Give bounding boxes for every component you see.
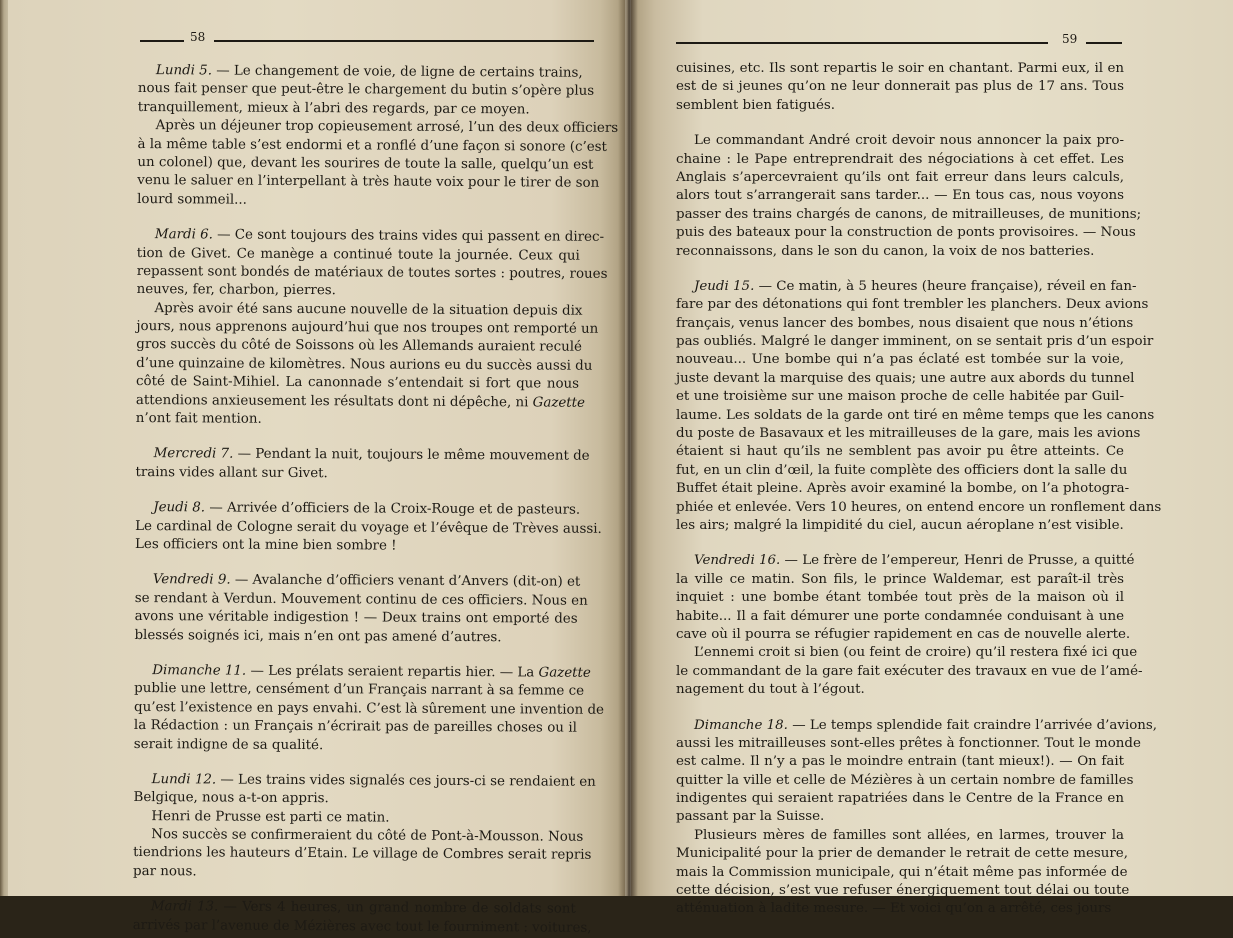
- line-text: reconnaissons, dans le son du canon, la voix de nos batteries.: [676, 243, 1095, 259]
- text-line: [676, 845, 1128, 863]
- line-text: quitter la ville et celle de Mézières à un certain nombre de familles: [676, 772, 1134, 788]
- paragraph: [676, 278, 1162, 535]
- text-line: [676, 151, 1124, 169]
- line-text: — Ce sont toujours des trains vides qui passent en direc-: [212, 227, 605, 245]
- line-text: habite... Il a fait démurer une porte condamnée conduisant à une: [676, 608, 1124, 624]
- line-text: Le cardinal de Cologne serait du voyage et l’évêque de Trèves aussi.: [135, 518, 602, 537]
- line-text: cuisines, etc. Ils sont repartis le soir en chantant. Parmi eux, il en: [676, 61, 1124, 76]
- text-line: [676, 753, 1124, 771]
- text-line: [137, 80, 595, 101]
- line-text: tiendrions les hauteurs d’Etain. Le village de Combres serait repris: [133, 845, 592, 864]
- line-text: pas oubliés. Malgré le danger imminent, on se sentait pris d’un espoir: [676, 334, 1154, 350]
- line-text: — Pendant la nuit, toujours le même mouvement de: [233, 447, 590, 465]
- line-text: à la même table s’est endormi et a ronflé d’une façon si sonore (c’est: [137, 136, 608, 155]
- header-rule: [140, 40, 184, 42]
- line-text: — Avalanche d’officiers venant d’Anvers (dit-on) et: [230, 572, 581, 591]
- text-line: [676, 772, 1134, 790]
- line-text: cave où il pourra se réfugier rapidement en cas de nouvelle alerte.: [676, 626, 1131, 642]
- line-text: le commandant de la gare fait exécuter des travaux en vue de l’amé-: [676, 663, 1143, 679]
- line-text: la Rédaction : un Français n’écrirait pas de pareilles choses ou il: [133, 718, 577, 736]
- line-text: se rendant à Verdun. Mouvement continu de ces officiers. Nous en: [134, 590, 588, 609]
- line-text: et une troisième sur une maison proche de celle habitée par Guil-: [676, 389, 1124, 405]
- text-line: [676, 388, 1124, 406]
- line-text: aussi les mitrailleuses sont-elles prêtes à fonctionner. Tout le monde: [676, 735, 1141, 751]
- text-line: [676, 206, 1142, 224]
- text-line: [132, 917, 592, 938]
- line-text: Belgique, nous a-t-on appris.: [133, 790, 329, 807]
- line-text: lourd sommeil...: [137, 191, 248, 208]
- paragraph: [137, 62, 595, 120]
- text-line: [137, 191, 580, 212]
- text-line: [676, 663, 1143, 681]
- line-text: un colonel) que, devant les sourires de toute la salle, quelqu’un est: [137, 154, 594, 173]
- date-heading: Lundi 5.: [155, 63, 213, 79]
- line-text: est calme. Il n’y a pas le moindre entrain (tant mieux!). — On fait: [676, 754, 1124, 770]
- paragraph: [676, 644, 1143, 699]
- text-line: [137, 226, 605, 247]
- line-text: Plusieurs mères de familles sont allées, en larmes, trouver la: [694, 827, 1124, 843]
- text-line: [676, 351, 1124, 369]
- date-heading: Mercredi 7.: [153, 446, 234, 463]
- paragraph-gap: [676, 700, 1124, 717]
- right-page-header: [631, 30, 1233, 50]
- text-line: [137, 172, 600, 193]
- line-text: — Le temps splendide fait craindre l’arrivée d’avions,: [787, 717, 1158, 733]
- text-line: [676, 97, 1124, 115]
- date-heading: Vendredi 9.: [152, 572, 231, 588]
- text-line: [134, 717, 577, 738]
- paragraph: [133, 826, 592, 884]
- text-line: [133, 898, 576, 919]
- paragraph: [137, 117, 619, 212]
- left-page: [8, 0, 625, 936]
- text-line: [676, 60, 1124, 78]
- line-text: gros succès du côté de Soissons où les Allemands auraient reculé: [136, 337, 582, 356]
- text-line: [676, 571, 1124, 589]
- line-text: semblent bien fatigués.: [676, 97, 836, 113]
- text-line: [676, 499, 1162, 517]
- line-text: français, venus lancer des bombes, nous disaient que nous n’étions: [676, 315, 1134, 331]
- line-text: Municipalité pour la prier de demander le retrait de cette mesure,: [676, 846, 1128, 862]
- text-line: [134, 627, 577, 648]
- right-page-text: [676, 60, 1162, 919]
- text-line: [676, 243, 1124, 261]
- paragraph: [132, 898, 592, 937]
- text-line: [135, 536, 578, 557]
- text-line: [676, 589, 1124, 607]
- text-line: [676, 224, 1136, 242]
- line-text: nagement du tout à l’égout.: [676, 682, 865, 698]
- text-line: [676, 626, 1131, 644]
- line-text: Les officiers ont la mine bien sombre !: [135, 536, 397, 554]
- date-heading: Mardi 13.: [150, 899, 219, 915]
- line-text: la ville ce matin. Son fils, le prince Waldemar, est paraît-il très: [676, 571, 1124, 587]
- line-text: chaine : le Pape entreprendrait des négociations à cet effet. Les: [676, 151, 1124, 167]
- line-text: fare par des détonations qui font trembler les planchers. Deux avions: [676, 297, 1149, 313]
- line-text: — Vers 4 heures, un grand nombre de soldats sont: [218, 899, 576, 917]
- line-text: du poste de Basavaux et les mitrailleuses de la gare, mais les avions: [676, 426, 1141, 442]
- book-gutter: [618, 0, 638, 896]
- line-text: — Arrivée d’officiers de la Croix-Rouge et de pasteurs.: [205, 500, 581, 518]
- right-page: [631, 0, 1233, 917]
- line-text: phiée et enlevée. Vers 10 heures, on entend encore un ronflement dans: [676, 499, 1162, 515]
- date-heading: Lundi 12.: [151, 771, 217, 788]
- line-text: publie une lettre, censément d’un Français narrant à sa femme ce: [134, 681, 585, 700]
- line-text: — Les prélats seraient repartis hier. — La: [246, 663, 539, 681]
- paragraph-gap: [676, 115, 1124, 132]
- left-page-text: [132, 62, 619, 938]
- text-line: [133, 789, 576, 810]
- line-text: par nous.: [133, 863, 197, 880]
- text-line: [676, 370, 1135, 388]
- text-line: [676, 278, 1137, 296]
- line-text: Anglais s’apercevraient qu’ils ont fait erreur dans leurs calculs,: [676, 169, 1124, 185]
- text-line: [676, 735, 1141, 753]
- text-line: [676, 552, 1135, 570]
- line-text: trains vides allant sur Givet.: [135, 464, 328, 481]
- text-line: [676, 296, 1149, 314]
- text-line: [676, 315, 1134, 333]
- page-number: 58: [190, 30, 206, 44]
- date-heading: Jeudi 8.: [153, 500, 206, 516]
- date-heading: Dimanche 11.: [152, 663, 247, 679]
- text-line: [676, 681, 1124, 699]
- line-text: arrivés par l’avenue de Mézières avec tout le fourniment : voitures,: [132, 917, 592, 936]
- text-line: [676, 187, 1124, 205]
- line-text: attendions anxieusement les résultats dont ni dépêche, ni: [135, 392, 533, 411]
- header-rule: [1086, 42, 1122, 44]
- text-line: [133, 844, 592, 865]
- line-text: étaient si haut qu’ils ne semblent pas avoir pu être atteints. Ce: [676, 444, 1124, 460]
- line-text: L’ennemi croit si bien (ou feint de croire) qu’il restera fixé ici que: [694, 645, 1138, 661]
- line-text: alors tout s’arrangerait sans tarder... — En tous cas, nous voyons: [676, 188, 1124, 204]
- line-text: neuves, fer, charbon, pierres.: [136, 282, 336, 299]
- paragraph: [676, 60, 1124, 115]
- text-line: [676, 517, 1124, 535]
- line-text: repassent sont bondés de matériaux de toutes sortes : poutres, roues: [136, 263, 608, 282]
- text-line: [676, 808, 1124, 826]
- text-line: [135, 499, 581, 520]
- paragraph: [135, 300, 599, 431]
- text-line: [676, 790, 1124, 808]
- line-text: indigentes qui seraient rapatriées dans le Centre de la France en: [676, 791, 1124, 807]
- line-text: serait indigne de sa qualité.: [133, 736, 324, 753]
- text-line: [135, 571, 581, 592]
- line-text: passant par la Suisse.: [676, 809, 825, 825]
- line-text: — Ce matin, à 5 heures (heure française), réveil en fan-: [754, 278, 1137, 294]
- text-line: [136, 373, 579, 394]
- line-text: laume. Les soldats de la garde ont tiré en même temps que les canons: [676, 407, 1155, 423]
- date-heading: Vendredi 16.: [694, 553, 781, 569]
- text-line: [134, 735, 577, 756]
- line-text: est de si jeunes qu’on ne leur donnerait pas plus de 17 ans. Tous: [676, 79, 1124, 95]
- line-text: puis des bateaux pour la construction de ponts provisoires. — Nous: [676, 225, 1136, 241]
- line-text: blessés soignés ici, mais n’en ont pas amené d’autres.: [134, 627, 502, 645]
- paragraph: [133, 771, 596, 810]
- line-text: atténuation à ladite mesure. — Et voici qu’on a arrêté, ces jours: [676, 901, 1112, 917]
- paragraph: [676, 552, 1135, 644]
- text-line: [676, 644, 1138, 662]
- paragraph: [676, 717, 1158, 827]
- text-line: [676, 443, 1124, 461]
- line-text: Buffet était pleine. Après avoir examiné la bombe, on l’a photogra-: [676, 481, 1130, 497]
- line-text: venu le saluer en l’interpellant à très haute voix pour le tirer de son: [137, 173, 600, 192]
- text-line: [676, 608, 1124, 626]
- line-text: Après un déjeuner trop copieusement arrosé, l’un des deux officiers: [155, 118, 619, 137]
- line-text: mais la Commission municipale, qui n’était même pas informée de: [676, 864, 1128, 880]
- text-line: [676, 827, 1124, 845]
- line-text: — Le frère de l’empereur, Henri de Prusse, a quitté: [780, 553, 1135, 569]
- text-line: [676, 480, 1130, 498]
- line-text: fut, en un clin d’œil, la fuite complète des officiers dont la salle du: [676, 462, 1128, 478]
- header-rule: [676, 42, 1048, 44]
- text-line: [676, 864, 1128, 882]
- line-text: n’ont fait mention.: [135, 411, 262, 427]
- text-line: [676, 882, 1130, 900]
- paragraph: [676, 132, 1142, 261]
- line-text: Henri de Prusse est parti ce matin.: [151, 808, 390, 826]
- paragraph: [133, 662, 605, 757]
- text-line: [138, 117, 619, 138]
- left-page-header: [8, 30, 625, 50]
- line-text: juste devant la marquise des quais; une autre aux abords du tunnel: [676, 370, 1135, 386]
- paragraph: [134, 571, 588, 647]
- header-rule: [214, 40, 594, 42]
- text-line: [136, 410, 579, 431]
- line-text: tion de Givet. Ce manège a continué toute la journée. Ceux qui: [136, 245, 580, 264]
- text-line: [137, 281, 580, 302]
- line-text: d’une quinzaine de kilomètres. Nous aurions eu du succès aussi du: [136, 355, 593, 374]
- page-number: 59: [1062, 32, 1078, 46]
- text-line: [676, 462, 1128, 480]
- line-text: cette décision, s’est vue refuser énergiquement tout délai ou toute: [676, 883, 1130, 899]
- line-text: Le commandant André croit devoir nous annoncer la paix pro-: [694, 133, 1124, 149]
- line-text: Nos succès se confirmeraient du côté de Pont-à-Mousson. Nous: [151, 827, 584, 845]
- paragraph: [676, 827, 1130, 919]
- paragraph: [136, 226, 608, 302]
- line-text: passer des trains chargés de canons, de mitrailleuses, de munitions;: [676, 206, 1142, 222]
- line-text: — Les trains vides signalés ces jours-ci se rendaient en: [216, 772, 596, 790]
- text-line: [135, 464, 578, 485]
- line-text: les airs; malgré la limpidité du ciel, aucun aéroplane n’est visible.: [676, 517, 1124, 533]
- line-text: côté de Saint-Mihiel. La canonnade s’entendait si fort que nous: [136, 374, 580, 392]
- text-line: [676, 169, 1124, 187]
- text-line: [676, 425, 1141, 443]
- paragraph-gap: [676, 261, 1124, 278]
- text-line: [136, 445, 590, 466]
- text-line: [134, 680, 585, 701]
- paragraph-gap: [676, 535, 1124, 552]
- text-line: [676, 407, 1155, 425]
- line-text: jours, nous apprenons aujourd’hui que nos troupes ont remporté un: [136, 319, 599, 337]
- line-text: Après avoir été sans aucune nouvelle de la situation depuis dix: [154, 300, 583, 319]
- line-text: nouveau... Une bombe qui n’a pas éclaté est tombée sur la voie,: [676, 352, 1124, 368]
- line-text: inquiet : une bombe étant tombée tout près de la maison où il: [676, 590, 1124, 606]
- text-line: [676, 717, 1158, 735]
- line-text: — Le changement de voie, de ligne de certains trains,: [211, 63, 583, 81]
- paragraph: [135, 445, 590, 484]
- line-text: qu’est l’existence en pays envahi. C’est là sûrement une invention de: [134, 699, 605, 718]
- text-line: [676, 333, 1154, 351]
- date-heading: Jeudi 15.: [694, 278, 755, 294]
- text-line: [676, 900, 1124, 918]
- date-heading: Mardi 6.: [154, 227, 213, 243]
- text-line: [676, 78, 1124, 96]
- paragraph: [135, 499, 602, 557]
- line-text: nous fait penser que peut-être le chargement du butin s’opère plus: [137, 81, 595, 100]
- line-text: tranquillement, mieux à l’abri des regards, par ce moyen.: [137, 99, 530, 118]
- date-heading: Dimanche 18.: [694, 717, 788, 733]
- date-heading: Gazette: [532, 395, 586, 411]
- text-line: [676, 132, 1124, 150]
- date-heading: Gazette: [538, 665, 591, 681]
- text-line: [135, 608, 578, 629]
- line-text: avons une véritable indigestion ! — Deux trains ont emporté des: [134, 609, 578, 627]
